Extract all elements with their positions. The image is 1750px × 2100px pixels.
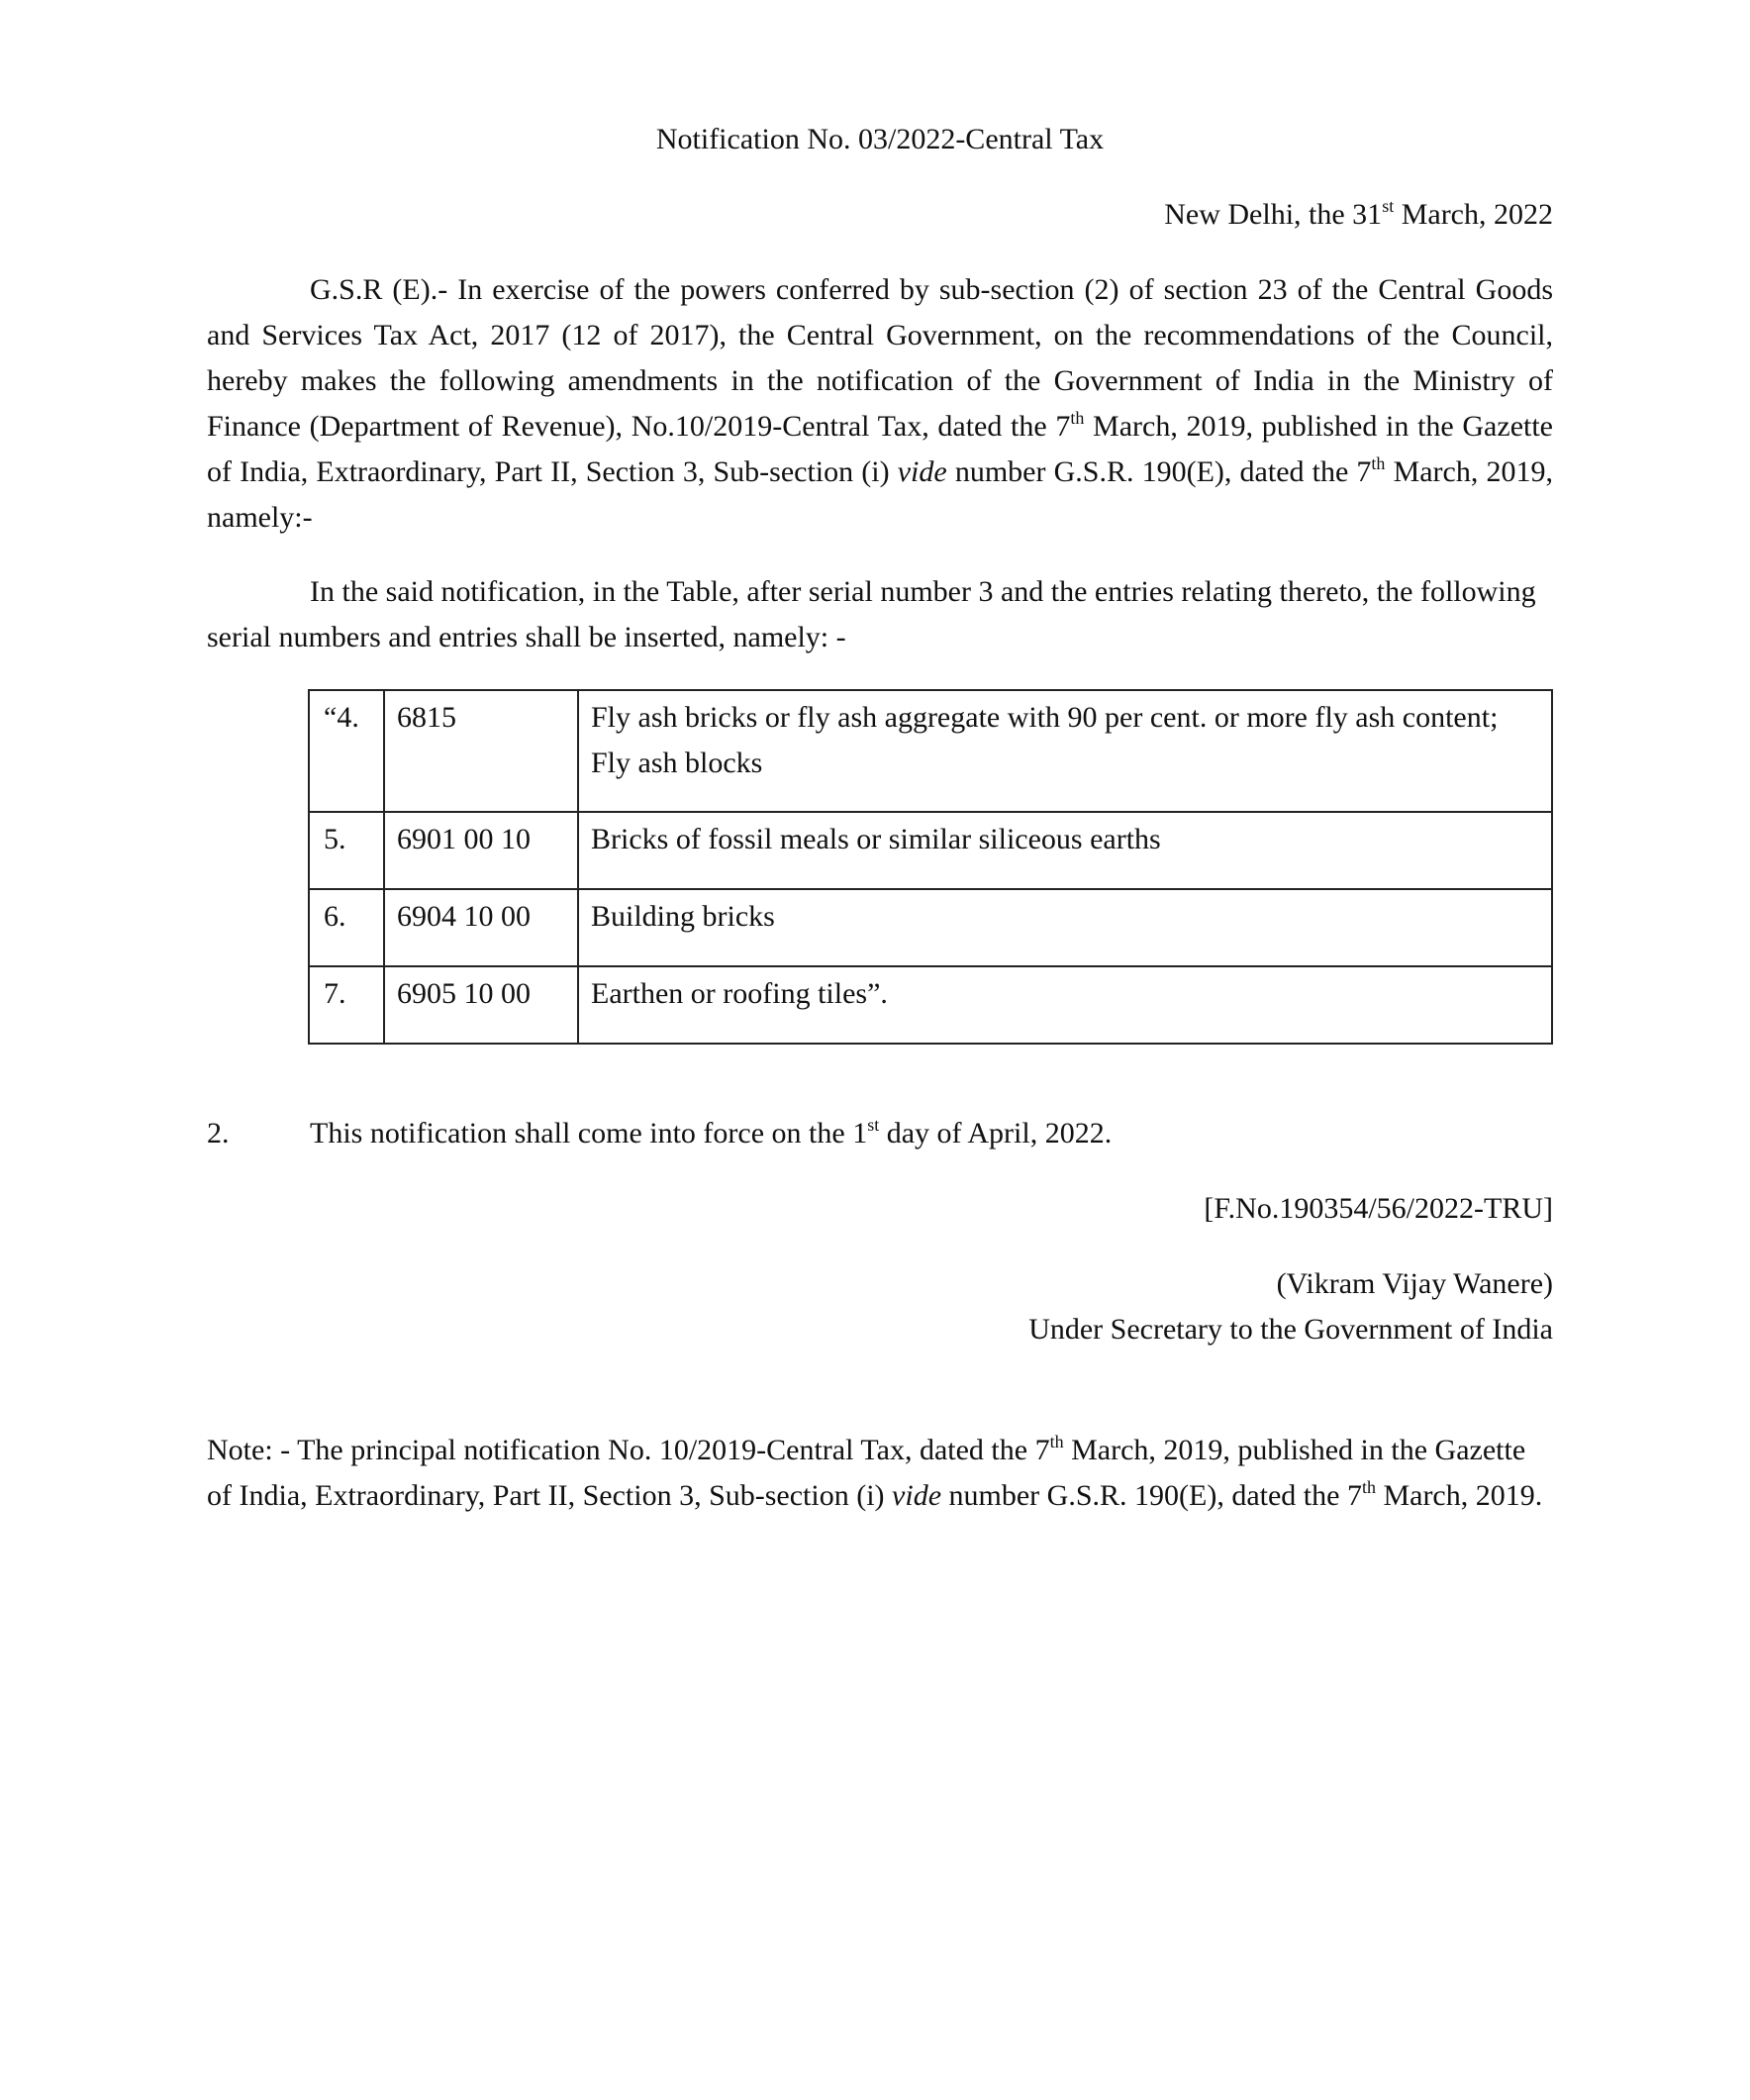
place-date-prefix: New Delhi, the 31 bbox=[1164, 198, 1383, 231]
table-row bbox=[309, 812, 1552, 889]
place-date bbox=[207, 192, 1553, 238]
table-row bbox=[309, 966, 1552, 1044]
amendment-text: In the said notification, in the Table, after serial number 3 and the entries relating thereto, the following serial numbers and entries shall be inserted, namely: - bbox=[207, 575, 1536, 653]
preamble-sup: th bbox=[1070, 408, 1085, 428]
vide-italic: vide bbox=[897, 455, 947, 488]
hsn-code-cell: 6905 10 00 bbox=[384, 966, 578, 1044]
file-number: [F.No.190354/56/2022-TRU] bbox=[1204, 1192, 1553, 1225]
hsn-code-cell: 6815 bbox=[384, 690, 578, 812]
commencement-text: day of April, 2022. bbox=[879, 1117, 1113, 1150]
commencement-paragraph bbox=[207, 1111, 1553, 1156]
preamble-sup: th bbox=[1371, 453, 1386, 473]
vide-italic: vide bbox=[892, 1479, 942, 1512]
table-row bbox=[309, 690, 1552, 812]
table-row bbox=[309, 889, 1552, 966]
signatory-designation: Under Secretary to the Government of India bbox=[1028, 1313, 1553, 1346]
description-cell: Fly ash bricks or fly ash aggregate with 90 per cent. or more fly ash content; Fly ash blocks bbox=[578, 690, 1552, 812]
preamble-text: number G.S.R. 190(E), dated the 7 bbox=[946, 455, 1372, 488]
place-date-suffix: March, 2022 bbox=[1394, 198, 1553, 231]
note-text: number G.S.R. 190(E), dated the 7 bbox=[941, 1479, 1362, 1512]
serial-cell: “4. bbox=[309, 690, 384, 812]
signatory-name: (Vikram Vijay Wanere) bbox=[1276, 1267, 1553, 1300]
commencement-sup: st bbox=[867, 1115, 880, 1135]
commencement-text: This notification shall come into force on the 1 bbox=[310, 1117, 868, 1150]
serial-cell: 6. bbox=[309, 889, 384, 966]
note-text: March, 2019. bbox=[1375, 1479, 1543, 1512]
hsn-code-cell: 6901 00 10 bbox=[384, 812, 578, 889]
entries-table bbox=[308, 689, 1553, 1045]
note-sup: th bbox=[1049, 1432, 1064, 1451]
hsn-code-cell: 6904 10 00 bbox=[384, 889, 578, 966]
notification-title: Notification No. 03/2022-Central Tax bbox=[655, 123, 1105, 155]
description-cell: Earthen or roofing tiles”. bbox=[578, 966, 1552, 1044]
preamble-paragraph bbox=[207, 267, 1553, 541]
serial-cell: 7. bbox=[309, 966, 384, 1044]
description-cell: Building bricks bbox=[578, 889, 1552, 966]
preamble-text: March, 2019, namely:- bbox=[207, 455, 1553, 534]
paragraph-number: 2. bbox=[207, 1117, 230, 1150]
preamble-text: G.S.R (E).- In exercise of the powers conferred by sub-section (2) of section 23 of the Central Goods and Services Tax Act, 2017 (12 of 2017), the Central Government, on the recommendations of the Council, hereby makes the following amendments in the notification of the Government of India in the Ministry of Finance (Department of Revenue), No.10/2019-Central Tax, dated the 7 bbox=[207, 273, 1553, 443]
preamble-text: March, 2019, published in the Gazette of India, Extraordinary, Part II, Section 3, Sub-section (i) bbox=[207, 410, 1553, 488]
amendment-paragraph bbox=[207, 569, 1553, 660]
serial-cell: 5. bbox=[309, 812, 384, 889]
note-sup: th bbox=[1361, 1477, 1376, 1497]
note-text: Note: - The principal notification No. 10/2019-Central Tax, dated the 7 bbox=[207, 1434, 1050, 1466]
place-date-sup: st bbox=[1382, 196, 1395, 216]
description-cell: Bricks of fossil meals or similar siliceous earths bbox=[578, 812, 1552, 889]
note-paragraph bbox=[207, 1428, 1553, 1519]
note-text: March, 2019, published in the Gazette of India, Extraordinary, Part II, Section 3, Sub-section (i) bbox=[207, 1434, 1526, 1512]
